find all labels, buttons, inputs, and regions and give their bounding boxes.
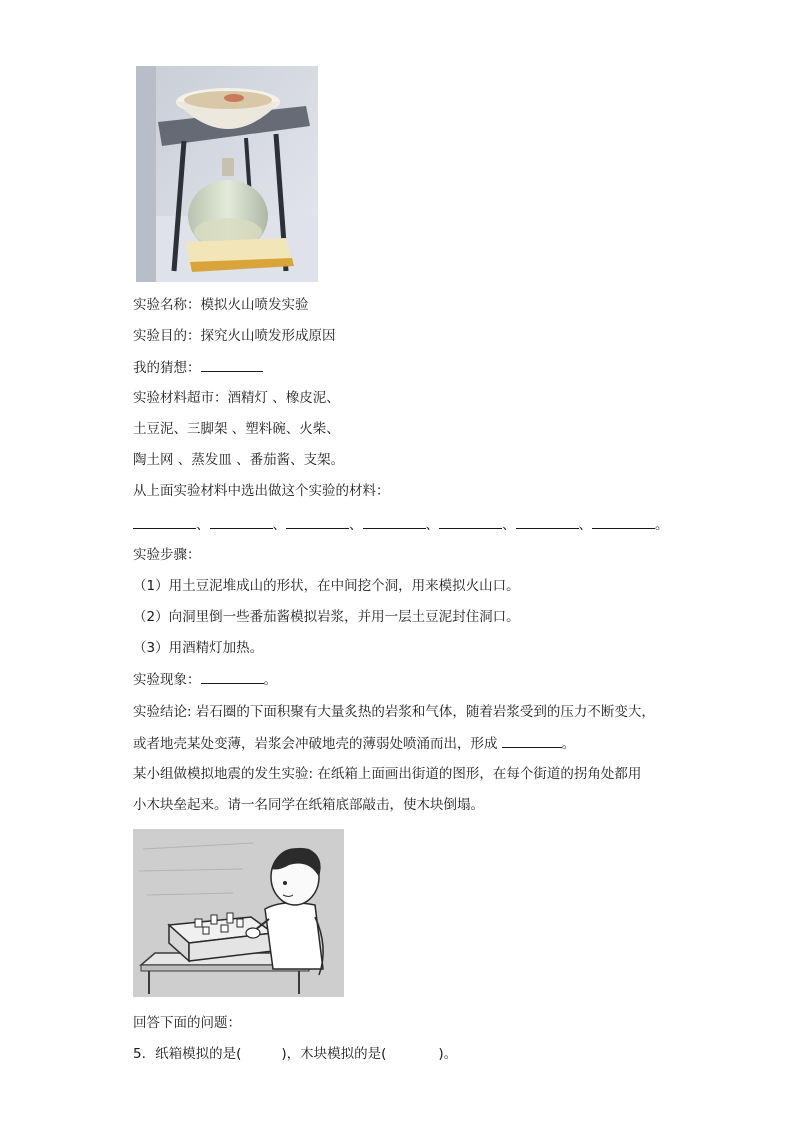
earthquake-intro-line-1: 某小组做模拟地震的发生实验: 在纸箱上面画出街道的图形，在每个街道的拐角处都用 [133,766,642,782]
conclusion-blank[interactable] [502,733,562,748]
conclusion-end: 。 [561,736,576,752]
blank-separator: 、 [425,517,439,533]
conclusion-line-1: 实验结论: 岩石圈的下面积聚有大量炙热的岩浆和气体，随着岩浆受到的压力不断变大， [133,704,655,720]
select-materials-prompt: 从上面实验材料中选出做这个实验的材料： [133,483,390,499]
blank-separator: 、 [272,517,286,533]
phenomenon-label: 实验现象： [133,672,201,688]
conclusion-line-2 [133,733,575,754]
material-blank-4[interactable] [363,514,426,529]
guess-line [133,357,263,378]
material-blank-6[interactable] [516,514,579,529]
material-blank-5[interactable] [439,514,502,529]
step-1: （1）用土豆泥堆成山的形状，在中间挖个洞，用来模拟火山口。 [133,578,520,594]
earthquake-experiment-illustration [133,829,344,997]
blank-separator: 、 [578,517,592,533]
guess-blank[interactable] [201,357,263,372]
blank-separator: 、 [196,517,210,533]
material-blank-7[interactable] [592,514,655,529]
steps-label: 实验步骤： [133,547,201,563]
question-5 [133,1044,457,1064]
q5-part-3: )。 [438,1046,458,1062]
phenomenon-end: 。 [263,672,277,688]
phenomenon-line [133,669,277,690]
experiment-purpose: 实验目的：探究火山喷发形成原因 [133,328,336,344]
materials-line-1: 实验材料超市：酒精灯 、橡皮泥、 [133,390,340,406]
blank-separator: 、 [502,517,516,533]
blanks-end: 。 [655,517,669,533]
phenomenon-blank[interactable] [201,669,264,684]
material-blank-2[interactable] [210,514,273,529]
conclusion-text: 或者地壳某处变薄，岩浆会冲破地壳的薄弱处喷涌而出，形成 [133,736,502,752]
q5-part-1: 5．纸箱模拟的是( [133,1046,242,1062]
material-blank-1[interactable] [133,514,196,529]
step-3: （3）用酒精灯加热。 [133,640,264,656]
q5-part-2: )，木块模拟的是( [281,1046,387,1062]
material-blank-3[interactable] [286,514,349,529]
experiment-name: 实验名称：模拟火山喷发实验 [133,297,309,313]
answer-prompt: 回答下面的问题： [133,1015,241,1031]
earthquake-intro-line-2: 小木块垒起来。请一名同学在纸箱底部敲击，使木块倒塌。 [133,797,484,813]
materials-blanks-row [133,514,669,535]
volcano-experiment-photo [136,66,318,282]
materials-line-3: 陶土网 、蒸发皿 、番茄酱、支架。 [133,452,345,468]
guess-label: 我的猜想： [133,360,201,376]
blank-separator: 、 [349,517,363,533]
step-2: （2）向洞里倒一些番茄酱模拟岩浆，并用一层土豆泥封住洞口。 [133,609,520,625]
materials-line-2: 土豆泥、三脚架 、塑料碗、火柴、 [133,421,340,437]
